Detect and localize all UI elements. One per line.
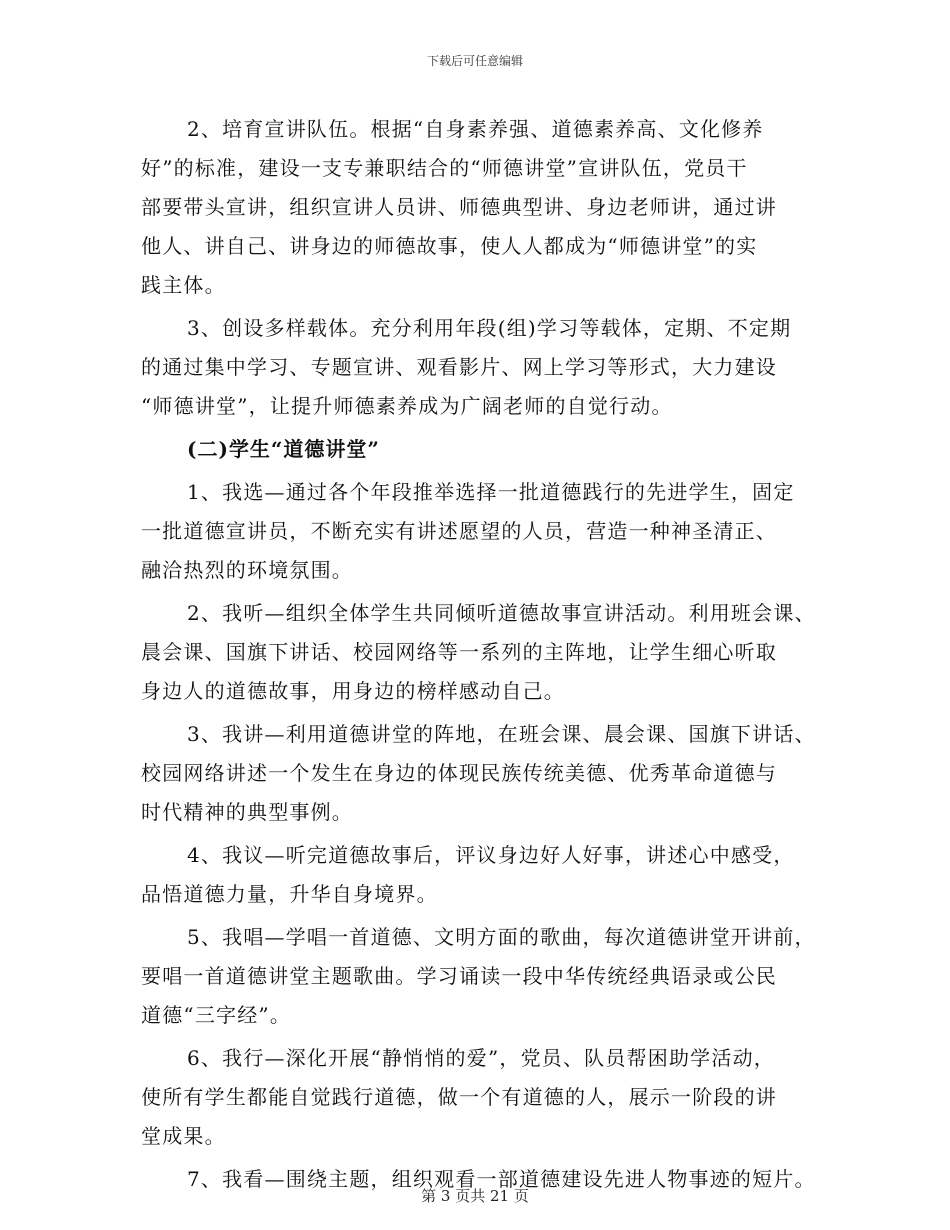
text-line: 6、我行—深化开展“静悄悄的爱”，党员、队员帮困助学活动， <box>187 1046 775 1070</box>
paragraph <box>141 309 821 426</box>
text-line: 道德“三字经”。 <box>141 1003 292 1027</box>
text-line: 晨会课、国旗下讲话、校园网络等一系列的主阵地，让学生细心听取 <box>141 640 777 664</box>
text-line: 的通过集中学习、专题宣讲、观看影片、网上学习等形式，大力建设 <box>141 355 777 379</box>
text-line: 使所有学生都能自觉践行道德，做一个有道德的人，展示一阶段的讲 <box>141 1085 777 1109</box>
section-heading <box>141 430 821 469</box>
page-footer: 第 3 页共 21 页 <box>421 1187 529 1205</box>
paragraph <box>141 473 821 590</box>
text-line: 2、培育宣讲队伍。根据“自身素养强、道德素养高、文化修养 <box>187 117 764 141</box>
paragraph <box>141 594 821 711</box>
text-line: “师德讲堂”，让提升师德素养成为广阔老师的自觉行动。 <box>141 394 673 418</box>
text-line: 7、我看—围绕主题，组织观看一部道德建设先进人物事迹的短片。 <box>187 1167 816 1191</box>
text-line: 身边人的道德故事，用身边的榜样感动自己。 <box>141 679 565 703</box>
document-body <box>141 110 821 1203</box>
text-line: 时代精神的典型事例。 <box>141 800 353 824</box>
text-line: 融洽热烈的环境氛围。 <box>141 558 353 582</box>
text-line: 4、我议—听完道德故事后，评议身边好人好事，讲述心中感受， <box>187 843 795 867</box>
text-line: 5、我唱—学唱一首道德、文明方面的歌曲，每次道德讲堂开讲前， <box>187 925 816 949</box>
text-line: 校园网络讲述一个发生在身边的体现民族传统美德、优秀革命道德与 <box>141 761 777 785</box>
page-header: 下载后可任意编辑 <box>426 54 523 68</box>
paragraph <box>141 1039 821 1156</box>
text-line: 部要带头宣讲，组织宣讲人员讲、师德典型讲、身边老师讲，通过讲 <box>141 195 777 219</box>
paragraph <box>141 715 821 832</box>
text-line: (二)学生“道德讲堂” <box>187 437 380 461</box>
text-line: 好”的标准，建设一支专兼职结合的“师德讲堂”宣讲队伍，党员干 <box>141 156 748 180</box>
paragraph <box>141 836 821 914</box>
text-line: 3、创设多样载体。充分利用年段(组)学习等载体，定期、不定期 <box>187 316 792 340</box>
text-line: 要唱一首道德讲堂主题歌曲。学习诵读一段中华传统经典语录或公民 <box>141 964 777 988</box>
text-line: 堂成果。 <box>141 1124 226 1148</box>
text-line: 一批道德宣讲员，不断充实有讲述愿望的人员，营造一种神圣清正、 <box>141 519 777 543</box>
text-line: 2、我听—组织全体学生共同倾听道德故事宣讲活动。利用班会课、 <box>187 601 816 625</box>
paragraph <box>141 110 821 305</box>
text-line: 他人、讲自己、讲身边的师德故事，使人人都成为“师德讲堂”的实 <box>141 234 758 258</box>
text-line: 3、我讲—利用道德讲堂的阵地，在班会课、晨会课、国旗下讲话、 <box>187 722 816 746</box>
text-line: 1、我选—通过各个年段推举选择一批道德践行的先进学生，固定 <box>187 480 795 504</box>
text-line: 践主体。 <box>141 273 226 297</box>
paragraph <box>141 918 821 1035</box>
text-line: 品悟道德力量，升华自身境界。 <box>141 882 438 906</box>
